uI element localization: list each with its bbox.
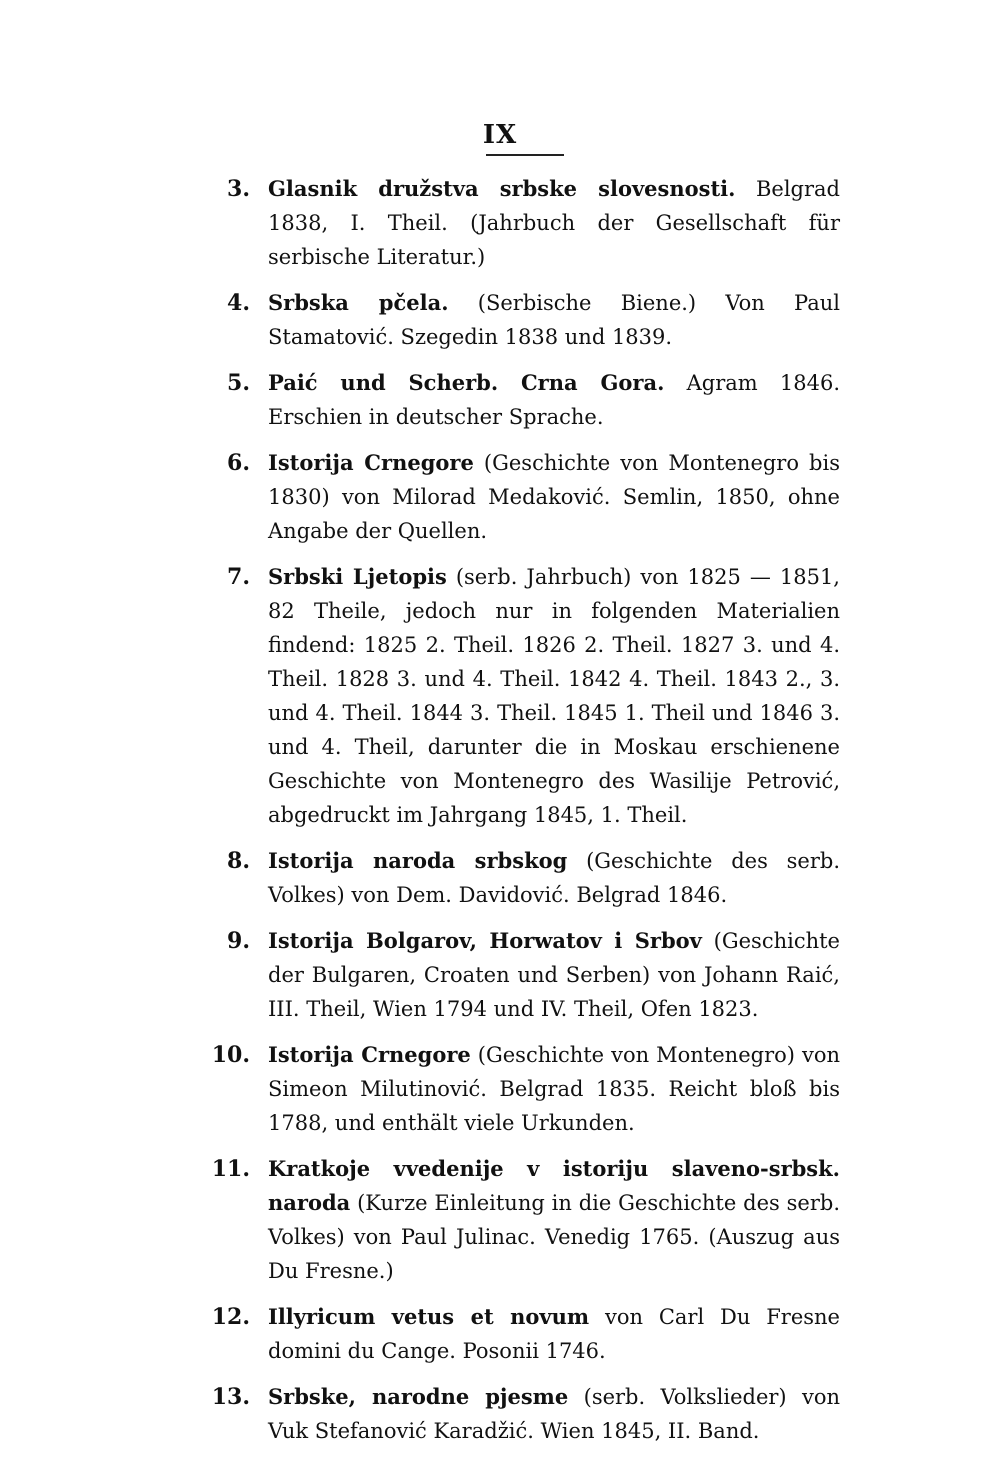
entry-number: 11.	[211, 1156, 250, 1182]
entry-number: 4.	[227, 290, 250, 316]
entry-text	[268, 446, 840, 548]
page-number: IX	[482, 120, 518, 150]
entry-number: 6.	[227, 450, 250, 476]
entry-number: 8.	[227, 848, 250, 874]
entry-number: 3.	[227, 176, 250, 202]
bibliography-entry-12	[210, 1300, 840, 1368]
bibliography-entry-13	[210, 1380, 840, 1448]
entry-number: 7.	[227, 564, 250, 590]
entry-text	[268, 560, 840, 832]
entry-text	[268, 1152, 840, 1288]
entry-description: (Kurze Einleitung in die Geschichte des serb. Volkes) von Paul Julinac. Venedig 1765. (Auszug aus Du Fresne.)	[268, 1191, 840, 1283]
entry-text	[268, 1038, 840, 1140]
entry-title: Istorija Crnegore	[268, 450, 474, 475]
entry-description: (serb. Jahrbuch) von 1825 — 1851, 82 Theile, jedoch nur in folgenden Materialien findend: 1825 2. Theil. 1826 2. Theil. 1827 3. und 4. Theil. 1828 3. und 4. Theil. 1842 4. Theil. 1843 2., 3. und 4. Theil. 1844 3. Theil. 1845 1. Theil und 1846 3. und 4. Theil, darunter die in Moskau erschienene Geschichte von Montenegro des Wasilije Petrović, abgedruckt im Jahrgang 1845, 1. Theil.	[268, 565, 840, 827]
entry-text	[268, 286, 840, 354]
bibliography-entry-10	[210, 1038, 840, 1140]
bibliography-entry-3	[210, 172, 840, 274]
entry-description: (Geschichte von Montenegro bis 1830) von Milorad Medaković. Semlin, 1850, ohne Angabe der Quellen.	[268, 451, 840, 543]
entry-description: (Geschichte des serb. Volkes) von Dem. Davidović. Belgrad 1846.	[268, 849, 840, 907]
entry-title: Paić und Scherb. Crna Gora.	[268, 370, 665, 395]
entry-description: (Serbische Biene.) Von Paul Stamatović. Szegedin 1838 und 1839.	[268, 291, 840, 349]
folio-rule	[486, 154, 564, 156]
bibliography-entry-7	[210, 560, 840, 832]
entry-number: 10.	[211, 1042, 250, 1068]
entry-title: Istorija Bolgarov, Horwatov i Srbov	[268, 928, 702, 953]
entry-description: (serb. Volkslieder) von Vuk Stefanović Karadžić. Wien 1845, II. Band.	[268, 1385, 840, 1443]
bibliography-list	[210, 172, 840, 1460]
entry-title: Illyricum vetus et novum	[268, 1304, 590, 1329]
entry-number: 5.	[227, 370, 250, 396]
bibliography-entry-11	[210, 1152, 840, 1288]
bibliography-entry-4	[210, 286, 840, 354]
entry-number: 9.	[227, 928, 250, 954]
entry-title: Glasnik družstva srbske slovesnosti.	[268, 176, 736, 201]
bibliography-entry-5	[210, 366, 840, 434]
entry-description: Agram 1846. Erschien in deutscher Sprache.	[268, 371, 840, 429]
entry-title: Istorija naroda srbskog	[268, 848, 568, 873]
entry-title: Srbska pčela.	[268, 290, 449, 315]
entry-text	[268, 1300, 840, 1368]
bibliography-entry-9	[210, 924, 840, 1026]
entry-title: Srbske, narodne pjesme	[268, 1384, 569, 1409]
entry-text	[268, 844, 840, 912]
entry-title: Istorija Crnegore	[268, 1042, 471, 1067]
entry-text	[268, 366, 840, 434]
entry-title: Srbski Ljetopis	[268, 564, 447, 589]
entry-number: 12.	[211, 1304, 250, 1330]
entry-description: von Carl Du Fresne domini du Cange. Posonii 1746.	[268, 1305, 840, 1363]
entry-text	[268, 924, 840, 1026]
entry-description: Belgrad 1838, I. Theil. (Jahrbuch der Gesellschaft für serbische Literatur.)	[268, 177, 840, 269]
entry-description: (Geschichte der Bulgaren, Croaten und Serben) von Johann Raić, III. Theil, Wien 1794 und IV. Theil, Ofen 1823.	[268, 929, 840, 1021]
bibliography-entry-8	[210, 844, 840, 912]
entry-number: 13.	[211, 1384, 250, 1410]
entry-text	[268, 172, 840, 274]
entry-title: Kratkoje vvedenije v istoriju slaveno-srbsk. naroda	[268, 1156, 840, 1215]
bibliography-entry-6	[210, 446, 840, 548]
entry-text	[268, 1380, 840, 1448]
entry-description: (Geschichte von Montenegro) von Simeon Milutinović. Belgrad 1835. Reicht bloß bis 1788, und enthält viele Urkunden.	[268, 1043, 840, 1135]
